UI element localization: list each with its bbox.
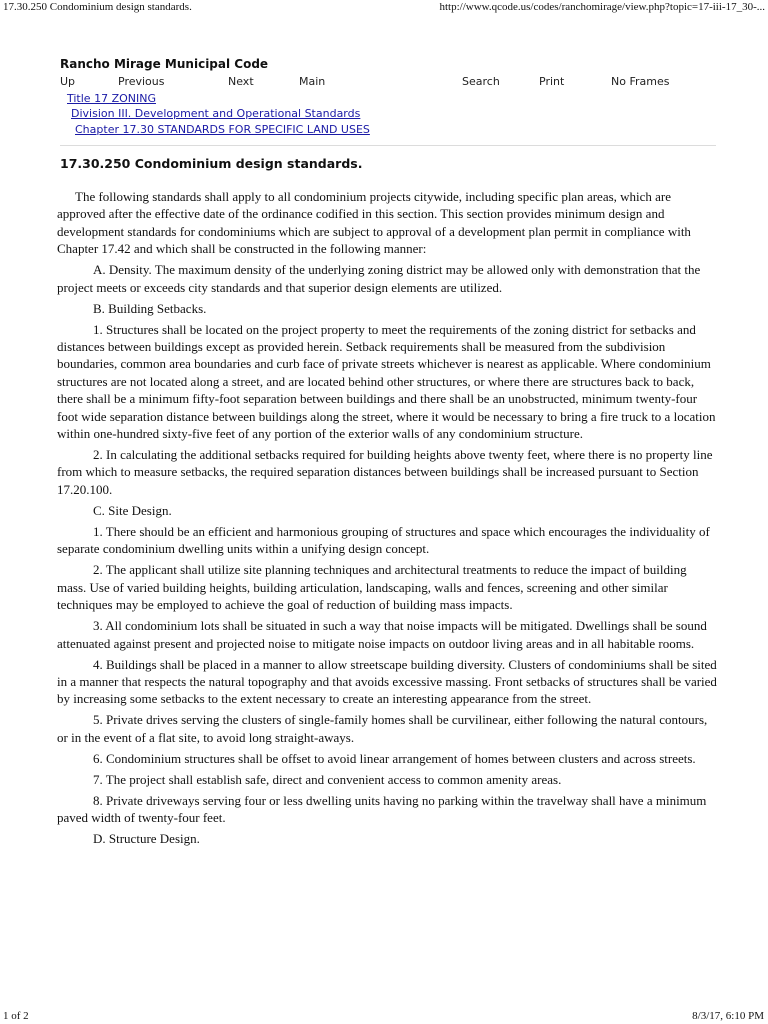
- nav-up-link[interactable]: Up: [60, 75, 76, 88]
- nav-next-link[interactable]: Next: [228, 75, 254, 88]
- paragraph-c6: 6. Condominium structures shall be offset to avoid linear arrangement of homes between clusters and across streets.: [93, 750, 696, 766]
- section-title: 17.30.250 Condominium design standards.: [60, 156, 363, 171]
- paragraph-c3: 3. All condominium lots shall be situated in such a way that noise impacts will be mitigated. Dwellings shall be sound attenuated against present and projected noise to mitigate noise impacts on outdoor living areas and in all habitable rooms.: [57, 618, 707, 651]
- paragraph-b: B. Building Setbacks.: [93, 300, 207, 316]
- nav-no-frames-link[interactable]: No Frames: [611, 75, 670, 88]
- breadcrumb-title[interactable]: Title 17 ZONING: [67, 92, 156, 105]
- nav-main-link[interactable]: Main: [299, 75, 326, 88]
- nav-previous-link[interactable]: Previous: [118, 75, 165, 88]
- print-header-title: 17.30.250 Condominium design standards.: [3, 1, 192, 13]
- paragraph-b2: 2. In calculating the additional setbacks required for building heights above twenty feet, where there is no property line from which to measure setbacks, the required separation distances between buildings shall be increased pursuant to Section 17.20.100.: [57, 447, 713, 497]
- paragraph-c: C. Site Design.: [93, 502, 172, 518]
- section-body: [57, 188, 717, 851]
- breadcrumb-division[interactable]: Division III. Development and Operational Standards: [71, 107, 361, 120]
- print-header: [0, 0, 768, 14]
- paragraph-c2: 2. The applicant shall utilize site planning techniques and architectural treatments to reduce the impact of building mass. Use of varied building heights, building articulation, landscaping, walls and fences, screening and other similar techniques may be employed to achieve the goal of reduction of building mass impacts.: [57, 562, 687, 613]
- print-header-url: http://www.qcode.us/codes/ranchomirage/view.php?topic=17-iii-17_30-...: [439, 1, 765, 13]
- print-datetime: 8/3/17, 6:10 PM: [692, 1010, 764, 1022]
- paragraph-c1: 1. There should be an efficient and harmonious grouping of structures and space which encourages the individuality of separate condominium dwelling units within a unifying design concept.: [57, 523, 710, 557]
- nav-print-link[interactable]: Print: [539, 75, 565, 88]
- paragraph-d: D. Structure Design.: [93, 831, 200, 847]
- paragraph-c4: 4. Buildings shall be placed in a manner to allow streetscape building diversity. Clusters of condominiums shall be sited in a manner that respects the natural topography and that avoids excessive massing. Front setbacks of structures shall be varied by increasing some setbacks to the extent necessary to create an interesting appearance from the street.: [57, 656, 717, 707]
- print-footer: [0, 1009, 768, 1023]
- nav-bar: [60, 75, 700, 91]
- breadcrumb-chapter[interactable]: Chapter 17.30 STANDARDS FOR SPECIFIC LAND USES: [75, 123, 370, 136]
- paragraph-c8: 8. Private driveways serving four or less dwelling units having no parking within the travelway shall have a minimum paved width of twenty-four feet.: [57, 792, 707, 826]
- intro-paragraph: The following standards shall apply to all condominium projects citywide, including specific plan areas, which are approved after the effective date of the ordinance codified in this section. This section provides minimum design and development standards for condominiums which are subject to approval of a development plan permit in compliance with Chapter 17.42 and which shall be constructed in the following manner:: [57, 189, 691, 257]
- nav-search-link[interactable]: Search: [462, 75, 500, 88]
- paragraph-b1: 1. Structures shall be located on the project property to meet the requirements of the zoning district for setbacks and distances between buildings except as provided herein. Setback requirements shall be measured from the subdivision boundaries, common area boundaries and curb face of private streets whichever is nearest as applicable. Where condominium structures are not located along a street, and are located behind other structures, or where there are structures back to back, there shall be a minimum fifty-foot separation between buildings and there shall be an unobstructed, minimum twenty-four foot wide separation distance between buildings along the street, where it would be necessary to bring a fire truck to a location within one-hundred sixty-five feet of any portion of the exterior walls of any condominium structure.: [57, 321, 716, 442]
- page-number: 1 of 2: [3, 1010, 29, 1022]
- code-title: Rancho Mirage Municipal Code: [60, 57, 269, 71]
- paragraph-c7: 7. The project shall establish safe, direct and convenient access to common amenity areas.: [93, 771, 562, 787]
- divider-top: [60, 145, 716, 146]
- paragraph-a: A. Density. The maximum density of the underlying zoning district may be allowed only with demonstration that the project meets or exceeds city standards and that superior design elements are utilized.: [57, 262, 701, 295]
- paragraph-c5: 5. Private drives serving the clusters of single-family homes shall be curvilinear, either following the natural contours, or in the event of a flat site, to avoid long straight-aways.: [57, 712, 708, 745]
